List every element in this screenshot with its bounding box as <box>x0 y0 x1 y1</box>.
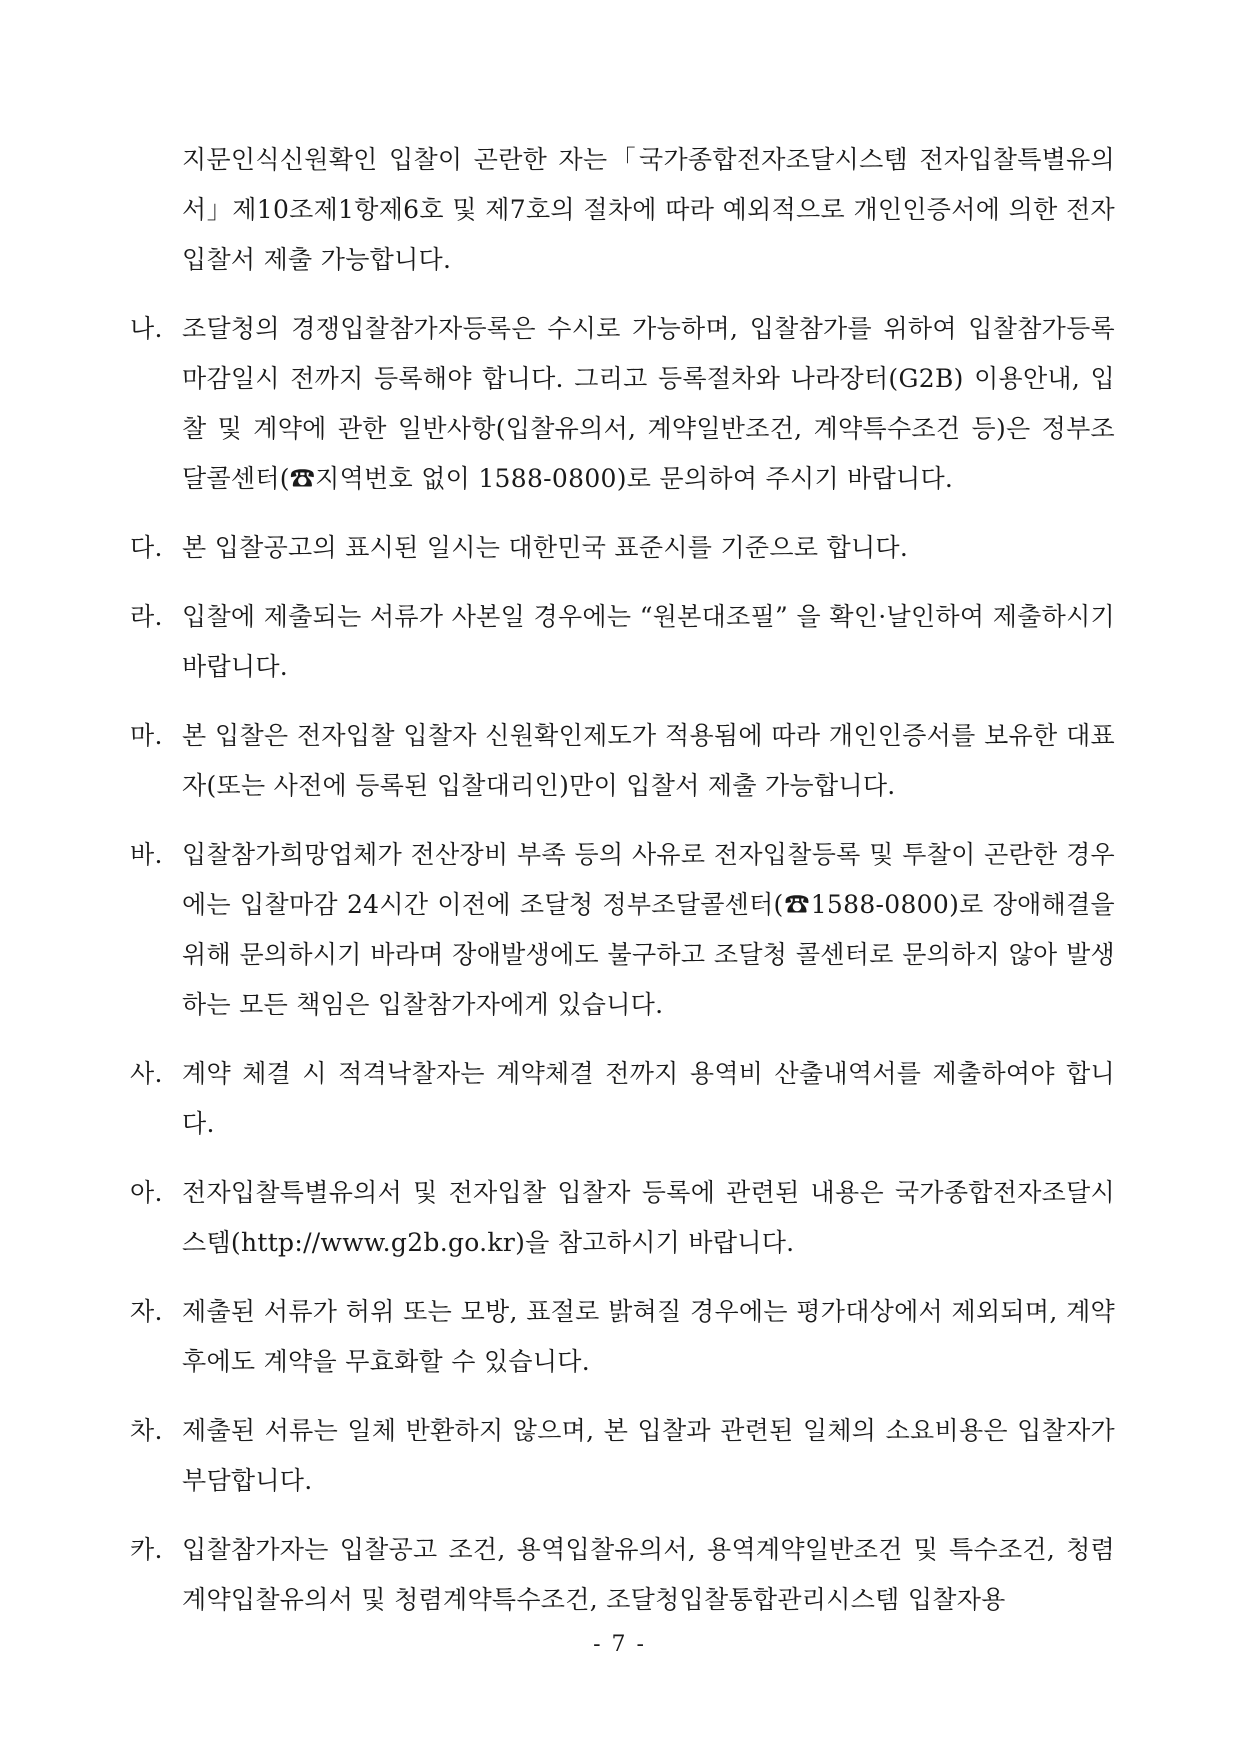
list-item-marker: 바. <box>130 840 163 869</box>
list-item-marker: 차. <box>130 1416 163 1445</box>
list-item-marker: 라. <box>130 602 163 631</box>
list-item-marker: 다. <box>130 533 163 562</box>
list-item-text: 전자입찰특별유의서 및 전자입찰 입찰자 등록에 관련된 내용은 국가종합전자조달시스템(http://www.g2b.go.kr)을 참고하시기 바랍니다. <box>182 1178 1115 1257</box>
list-item-a <box>130 1168 1115 1268</box>
continuation-paragraph <box>130 135 1115 285</box>
list-item-text: 계약 체결 시 적격낙찰자는 계약체결 전까지 용역비 산출내역서를 제출하여야 합니다. <box>182 1059 1115 1138</box>
list-item-marker: 아. <box>130 1178 163 1207</box>
list-item-marker: 자. <box>130 1297 163 1326</box>
list-item-marker: 마. <box>130 721 163 750</box>
list-item-text: 본 입찰공고의 표시된 일시는 대한민국 표준시를 기준으로 합니다. <box>182 533 909 562</box>
list-item-text: 입찰에 제출되는 서류가 사본일 경우에는 “원본대조필” 을 확인·날인하여 제출하시기 바랍니다. <box>182 602 1115 681</box>
list-item-text: 제출된 서류는 일체 반환하지 않으며, 본 입찰과 관련된 일체의 소요비용은 입찰자가 부담합니다. <box>182 1416 1115 1495</box>
list-item-sa <box>130 1049 1115 1149</box>
list-item-ma <box>130 711 1115 811</box>
list-item-cha <box>130 1406 1115 1506</box>
continuation-text: 지문인식신원확인 입찰이 곤란한 자는「국가종합전자조달시스템 전자입찰특별유의서」제10조제1항제6호 및 제7호의 절차에 따라 예외적으로 개인인증서에 의한 전자 입찰서 제출 가능합니다. <box>182 145 1115 274</box>
list-item-text: 입찰참가자는 입찰공고 조건, 용역입찰유의서, 용역계약일반조건 및 특수조건, 청렴계약입찰유의서 및 청렴계약특수조건, 조달청입찰통합관리시스템 입찰자용 <box>182 1535 1115 1614</box>
list-item-text: 본 입찰은 전자입찰 입찰자 신원확인제도가 적용됨에 따라 개인인증서를 보유한 대표자(또는 사전에 등록된 입찰대리인)만이 입찰서 제출 가능합니다. <box>182 721 1115 800</box>
list-item-marker: 사. <box>130 1059 163 1088</box>
list-item-text: 제출된 서류가 허위 또는 모방, 표절로 밝혀질 경우에는 평가대상에서 제외되며, 계약 후에도 계약을 무효화할 수 있습니다. <box>182 1297 1115 1376</box>
list-item-ba <box>130 830 1115 1030</box>
list-item-ja <box>130 1287 1115 1387</box>
page-number: - 7 - <box>593 1632 646 1657</box>
list-item-na <box>130 304 1115 504</box>
list-item-da <box>130 523 1115 573</box>
list-item-text: 조달청의 경쟁입찰참가자등록은 수시로 가능하며, 입찰참가를 위하여 입찰참가등록마감일시 전까지 등록해야 합니다. 그리고 등록절차와 나라장터(G2B) 이용안내, 입찰 및 계약에 관한 일반사항(입찰유의서, 계약일반조건, 계약특수조건 등)은 정부조달콜센터(☎지역번호 없이 1588-0800)로 문의하여 주시기 바랍니다. <box>182 314 1115 493</box>
document-body <box>130 135 1115 1644</box>
list-item-ka <box>130 1525 1115 1625</box>
list-item-ra <box>130 592 1115 692</box>
list-item-marker: 카. <box>130 1535 163 1564</box>
list-item-marker: 나. <box>130 314 163 343</box>
list-item-text: 입찰참가희망업체가 전산장비 부족 등의 사유로 전자입찰등록 및 투찰이 곤란한 경우에는 입찰마감 24시간 이전에 조달청 정부조달콜센터(☎1588-0800)로 장애해결을 위해 문의하시기 바라며 장애발생에도 불구하고 조달청 콜센터로 문의하지 않아 발생하는 모든 책임은 입찰참가자에게 있습니다. <box>182 840 1115 1019</box>
